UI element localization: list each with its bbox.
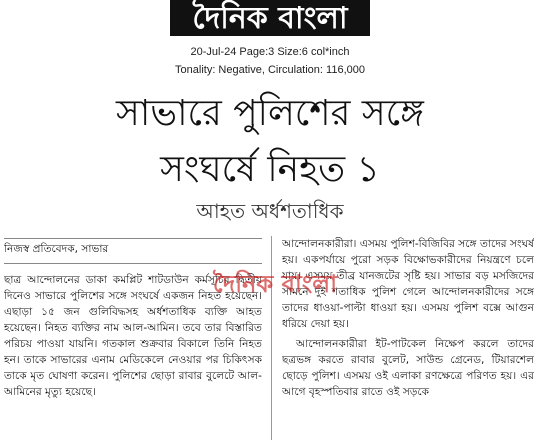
headline-line-1: সাভারে পুলিশের সঙ্গে [116,93,424,134]
clipping-meta-tonality: Tonality: Negative, Circulation: 116,000 [175,64,365,76]
watermark-logo: দৈনিক বাংলা [212,270,338,298]
headline-line-2: সংঘর্ষে নিহত ১ [160,149,380,190]
masthead-name: দৈনিক বাংলা [192,1,348,36]
article-column-left [4,236,262,440]
article-column-right [282,236,534,440]
article-paragraph: আন্দোলনকারীরা। এসময় পুলিশ-বিজিবির সঙ্গে তাদের সংঘর্ষ হয়। একপর্যায়ে পুরো সড়ক বিক্ষোভকারীদের নিয়ন্ত্রণে চলে যায়। এসময় তীব্র যানজটের সৃষ্টি হয়। সাভার বড় মসজিদের সামনে দুই শতাধিক পুলিশ গেলে আন্দোলনকারীদের সঙ্গে তাদের ধাওয়া-পাল্টা ধাওয়া হয়। এসময় পুলিশ বক্সে আগুন ধরিয়ে দেয়া হয়। [282,238,534,330]
byline: নিজস্ব প্রতিবেদক, সাভার [4,238,262,264]
masthead-logo [170,0,370,36]
subheadline: আহত অর্ধশতাধিক [196,199,344,223]
clipping-meta-date: 20-Jul-24 Page:3 Size:6 col*inch [190,46,350,58]
article-paragraph: আন্দোলনকারীরা ইট-পাটকেল নিক্ষেপ করলে তাদের ছত্রভঙ্গ করতে রাবার বুলেট, সাউন্ড গ্রেনেড, টিয়ারশেল ছোড়ে পুলিশ। এসময় ওই এলাকা রণক্ষেত্রে পরিণত হয়। এর আগে বৃহস্পতিবার রাতে ওই সড়কে [282,338,534,398]
article-paragraph: ছাত্র আন্দোলনের ডাকা কমপ্লিট শাটডাউন কর্মসূচির দ্বিতীয় দিনেও সাভারে পুলিশের সঙ্গে সংঘর্ষে একজন নিহত হয়েছেন। এছাড়া ১৫ জন গুলিবিদ্ধসহ অর্ধশতাধিক ব্যক্তি আহত হয়েছেন। নিহত ব্যক্তির নাম আল-আমিন। তবে তার বিস্তারিত পরিচয় পাওয়া যায়নি। গতকাল শুক্রবার বিকালে তিনি নিহত হন। তাকে সাভারের এনাম মেডিকেলে নেওয়ার পর চিকিৎসক তাকে মৃত ঘোষণা করেন। পুলিশের ছোড়া রাবার বুলেটে আল-আমিনের মৃত্যু হয়েছে। [4,274,262,398]
column-divider [271,236,272,440]
